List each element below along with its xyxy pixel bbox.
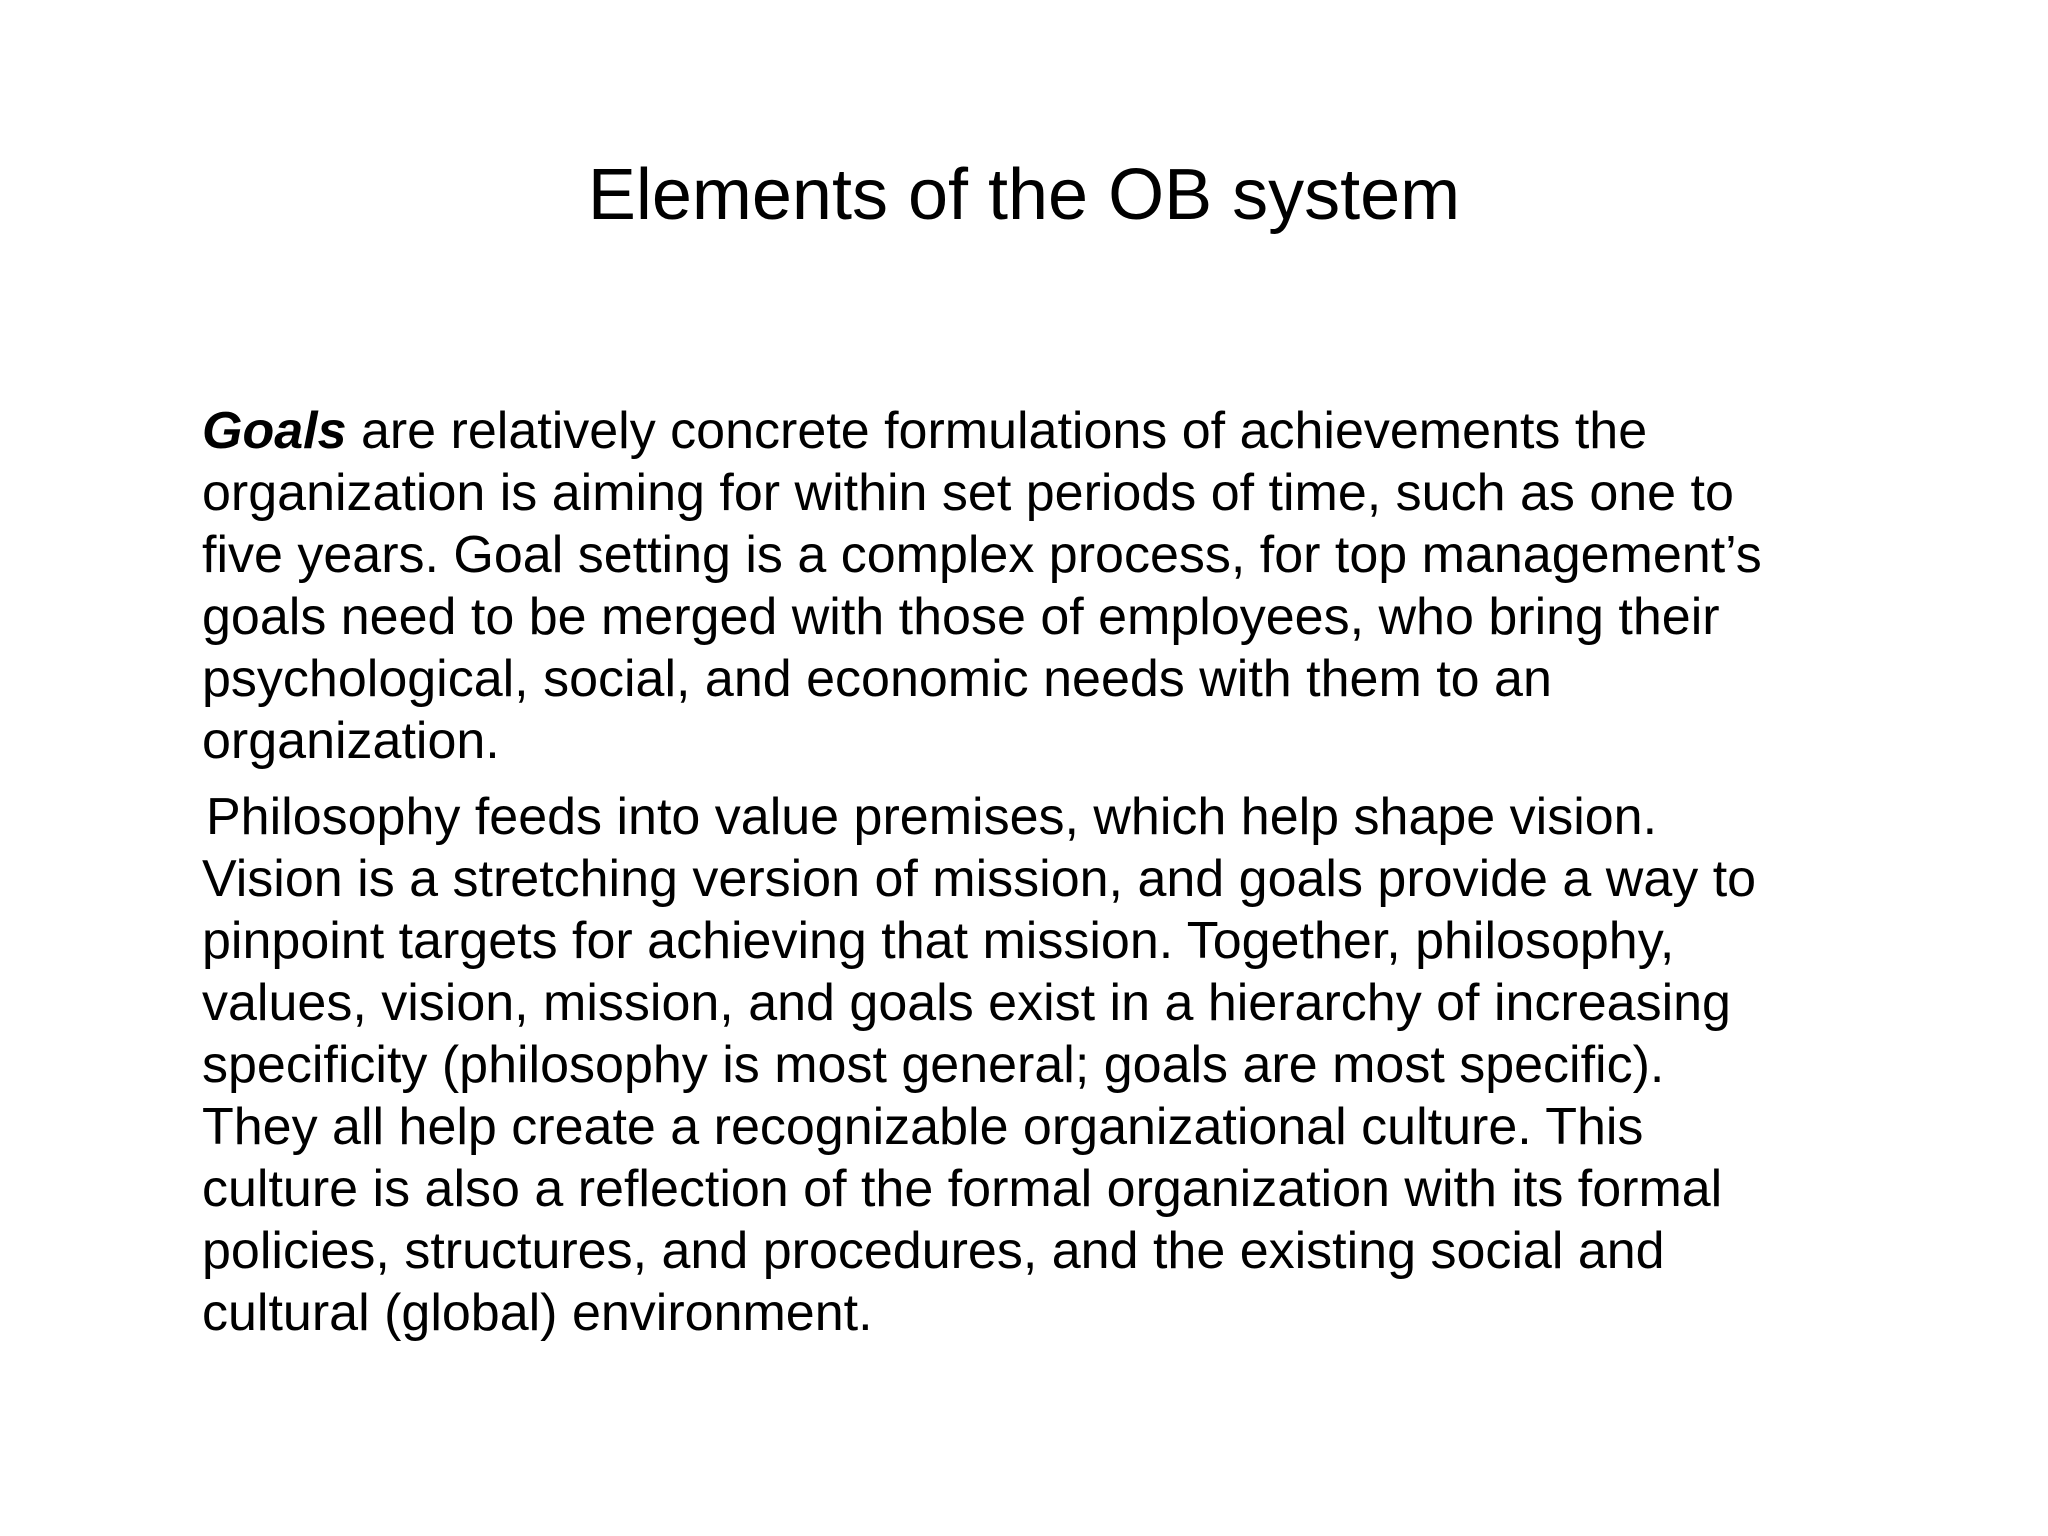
text-line: organization is aiming for within set periods of time, such as one to (202, 464, 1734, 522)
slide-body (202, 400, 1962, 1344)
text-line: psychological, social, and economic needs with them to an (202, 650, 1552, 708)
text-line: They all help create a recognizable organizational culture. This (202, 1098, 1644, 1156)
text-line: organization. (202, 712, 500, 770)
text-line: cultural (global) environment. (202, 1284, 873, 1342)
text-line: five years. Goal setting is a complex process, for top management’s (202, 526, 1762, 584)
slide-title: Elements of the OB system (587, 155, 1461, 235)
paragraph-goals (202, 400, 1962, 772)
text-line (202, 400, 1962, 462)
text-run: are relatively concrete formulations of achievements the (346, 402, 1648, 460)
text-line: culture is also a reflection of the formal organization with its formal (202, 1160, 1723, 1218)
text-line: values, vision, mission, and goals exist in a hierarchy of increasing (202, 974, 1731, 1032)
text-line: Vision is a stretching version of mission, and goals provide a way to (202, 850, 1757, 908)
goals-term: Goals (202, 402, 347, 460)
text-line: policies, structures, and procedures, and the existing social and (202, 1222, 1665, 1280)
text-line: Philosophy feeds into value premises, which help shape vision. (206, 788, 1658, 846)
text-line: specificity (philosophy is most general; goals are most specific). (202, 1036, 1665, 1094)
paragraph-philosophy (202, 786, 1962, 1344)
text-line: goals need to be merged with those of employees, who bring their (202, 588, 1720, 646)
text-line: pinpoint targets for achieving that mission. Together, philosophy, (202, 912, 1675, 970)
